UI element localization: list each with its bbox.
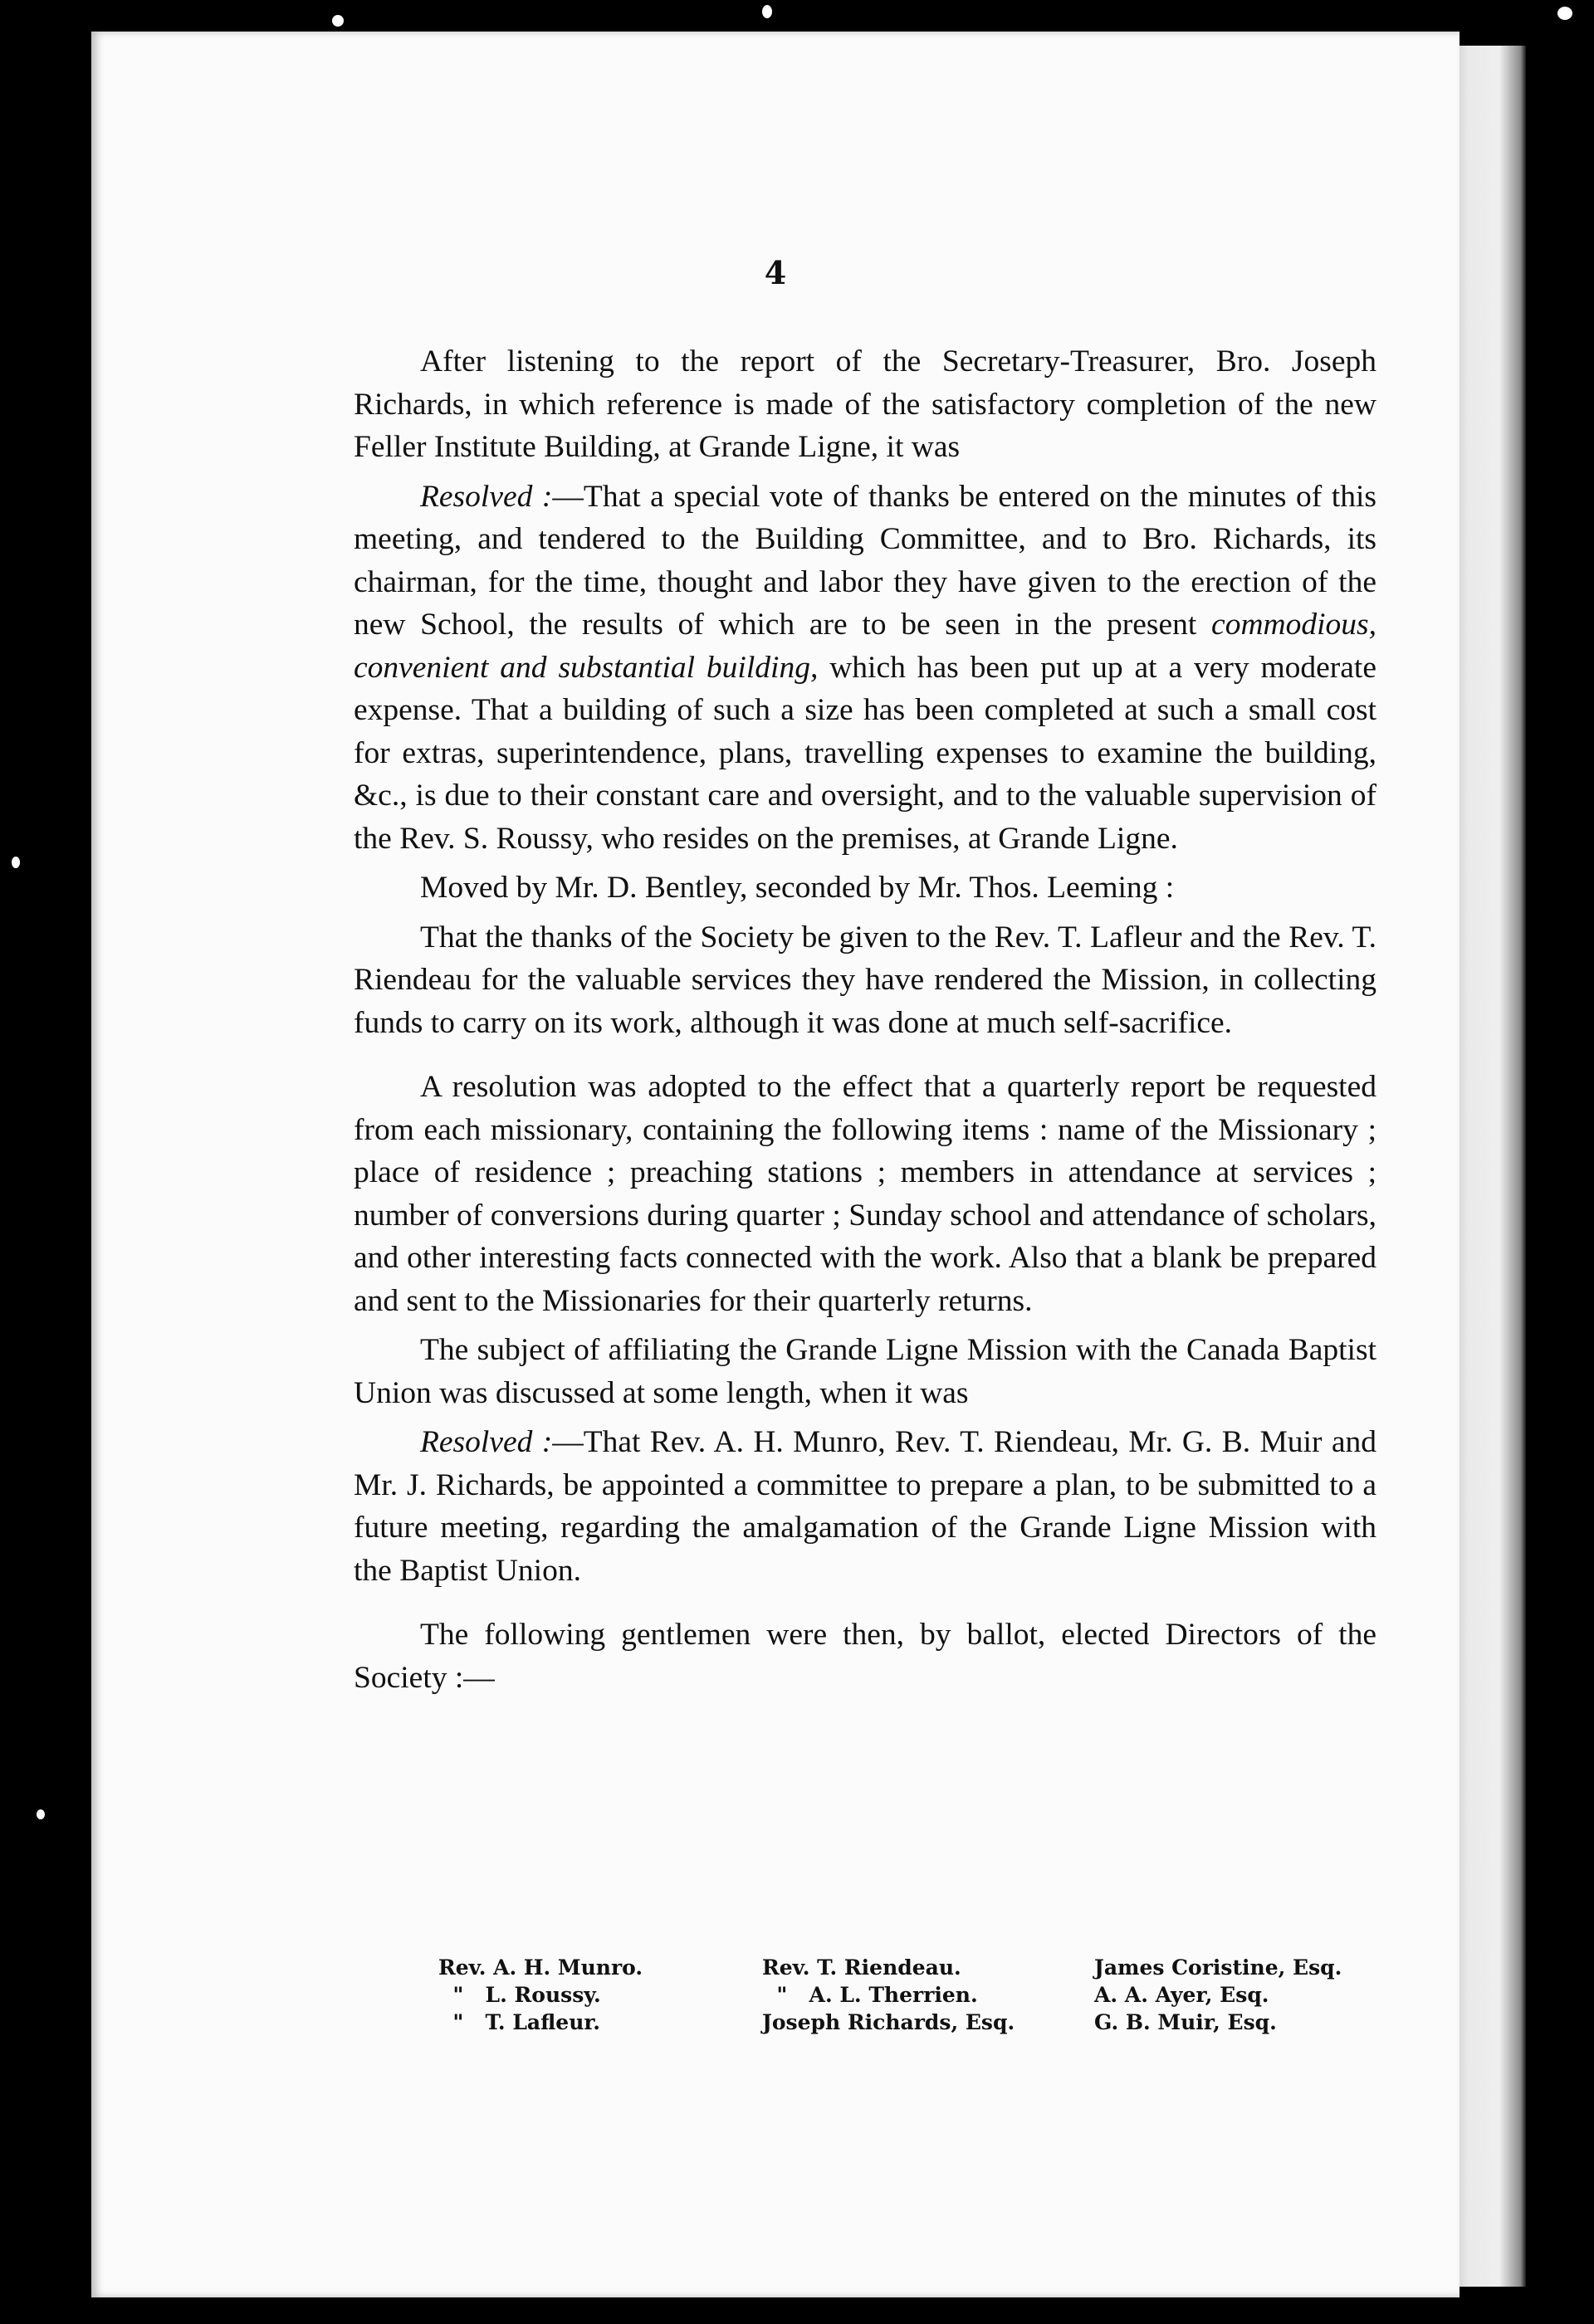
- directors-column-2: [762, 1954, 1094, 2036]
- paragraph-resolution-thanks: Resolved :—That a special vote of thanks be entered on the minutes of this meeting, and tendered to the Building Committee, and to Bro. Richards, its chairman, for the time, thought and labor they have given to the erection of the new School, the results of which are to be seen in the present commodious, convenient and substantial building, which has been put up at a very moderate expense. That a building of such a size has been completed at such a small cost for extras, superintendence, plans, travelling expenses to examine the building, &c., is due to their constant care and oversight, and to the valuable supervision of the Rev. S. Roussy, who resides on the premises, at Grande Ligne.: [354, 479, 1376, 856]
- page-number: 4: [764, 254, 787, 291]
- director-name: Rev. A. H. Munro.: [438, 1955, 643, 1980]
- director-name: Joseph Richards, Esq.: [762, 2010, 1015, 2034]
- scan-speck: [332, 15, 344, 27]
- directors-column-1: [438, 1954, 762, 2036]
- directors-column-3: [1094, 1954, 1376, 2036]
- paragraph-quarterly-report: A resolution was adopted to the effect that a quarterly report be requested from each missionary, containing the following items : name of the Missionary ; place of residence ; preaching stations ; members in attendance at services ; number of conversions during quarter ; Sunday school and attendance of scholars, and other interesting facts connected with the work. Also that a blank be prepared and sent to the Missionaries for their quarterly returns.: [354, 1070, 1376, 1318]
- directors-list: [438, 1954, 1376, 2036]
- scan-speck: [37, 1809, 45, 1819]
- paragraph-thanks-lafleur: That the thanks of the Society be given to the Rev. T. Lafleur and the Rev. T. Riendeau for the valuable services they have rendered the Mission, in collecting funds to carry on its work, although it was done at much self-sacrifice.: [354, 920, 1376, 1040]
- body-text: [354, 340, 1376, 1706]
- director-name: James Coristine, Esq.: [1094, 1955, 1342, 1980]
- paragraph-motion: Moved by Mr. D. Bentley, seconded by Mr. Thos. Leeming :: [420, 871, 1175, 905]
- director-name: " A. L. Therrien.: [762, 1983, 978, 2007]
- paragraph-affiliation: The subject of affiliating the Grande Ligne Mission with the Canada Baptist Union was discussed at some length, when it was: [354, 1333, 1376, 1410]
- paragraph-directors-intro: The following gentlemen were then, by ballot, elected Directors of the Society :—: [354, 1618, 1376, 1695]
- director-name: A. A. Ayer, Esq.: [1094, 1983, 1269, 2007]
- director-name: G. B. Muir, Esq.: [1094, 2010, 1277, 2034]
- resolved-label: Resolved :: [420, 479, 553, 514]
- paragraph-report: After listening to the report of the Secretary-Treasurer, Bro. Joseph Richards, in which reference is made of the satisfactory completion of the new Feller Institute Building, at Grande Ligne, it was: [354, 344, 1376, 464]
- page-edge-shadow: [1460, 46, 1526, 2287]
- emphasis-building: commodious, convenient and substantial building,: [354, 608, 1376, 685]
- scan-speck: [762, 5, 772, 18]
- paragraph-resolution-committee: Resolved :—That Rev. A. H. Munro, Rev. T. Riendeau, Mr. G. B. Muir and Mr. J. Richards, be appointed a committee to prepare a plan, to be submitted to a future meeting, regarding the amalgamation of the Grande Ligne Mission with the Baptist Union.: [354, 1425, 1376, 1588]
- scan-speck: [1557, 7, 1572, 20]
- scan-speck: [12, 857, 20, 868]
- document-page: [91, 32, 1460, 2297]
- director-name: " T. Lafleur.: [438, 2010, 600, 2034]
- resolved-label: Resolved :: [420, 1425, 553, 1459]
- director-name: Rev. T. Riendeau.: [762, 1955, 961, 1980]
- director-name: " L. Roussy.: [438, 1983, 601, 2007]
